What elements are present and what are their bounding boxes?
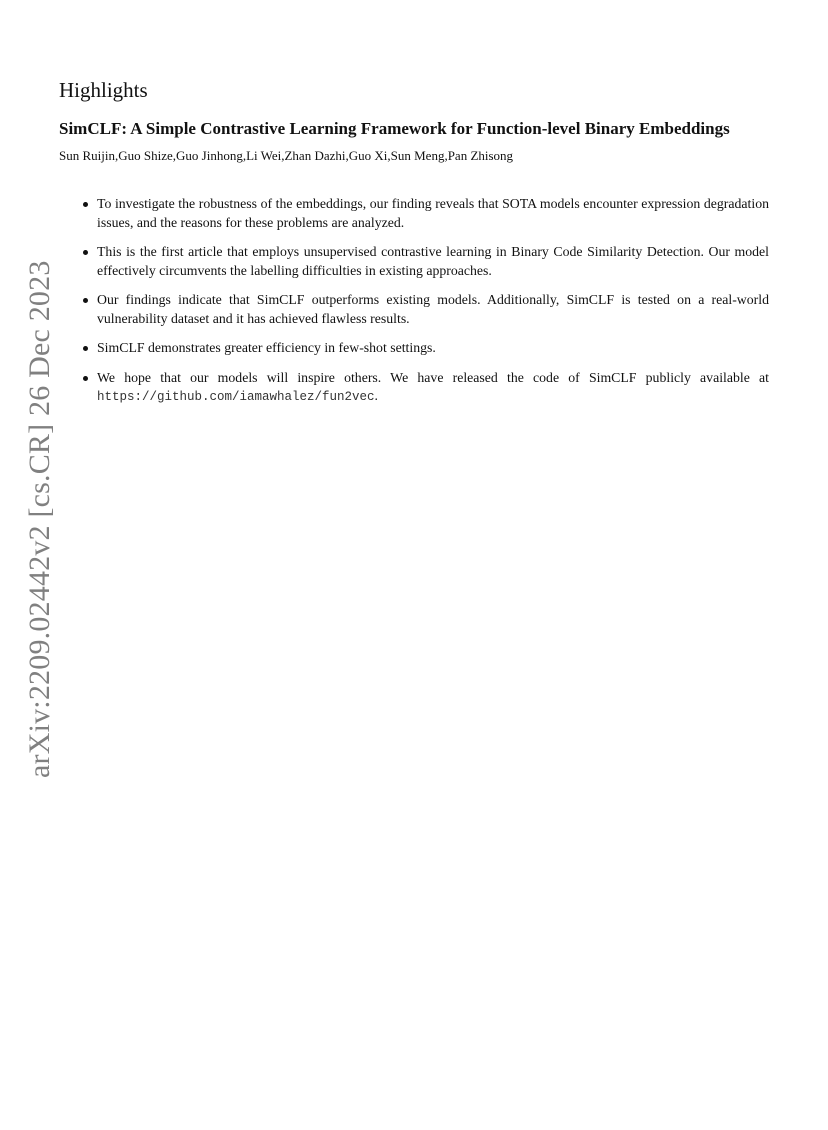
highlight-item — [79, 243, 769, 280]
bullet-icon — [83, 298, 88, 303]
paper-title: SimCLF: A Simple Contrastive Learning Framework for Function-level Binary Embeddings — [59, 119, 730, 138]
author-list: Sun Ruijin,Guo Shize,Guo Jinhong,Li Wei,Zhan Dazhi,Guo Xi,Sun Meng,Pan Zhisong — [59, 148, 514, 163]
highlight-item — [79, 339, 769, 358]
highlight-end-punctuation: . — [374, 388, 378, 403]
bullet-icon — [83, 250, 88, 255]
bullet-icon — [83, 346, 88, 351]
code-repository-link[interactable]: https://github.com/iamawhalez/fun2vec — [97, 390, 375, 404]
highlight-text: We hope that our models will inspire others. We have released the code of SimCLF publicly available at — [97, 369, 769, 385]
highlight-text: This is the first article that employs unsupervised contrastive learning in Binary Code Similarity Detection. Our model effectively circumvents the labelling difficulties in existing approaches. — [97, 244, 769, 278]
highlight-text: To investigate the robustness of the embeddings, our finding reveals that SOTA models encounter expression degradation issues, and the reasons for these problems are analyzed. — [97, 196, 769, 230]
highlight-text: SimCLF demonstrates greater efficiency in few-shot settings. — [97, 340, 436, 355]
highlight-item — [79, 369, 769, 407]
highlight-text: Our findings indicate that SimCLF outperforms existing models. Additionally, SimCLF is tested on a real-world vulnerability dataset and it has achieved flawless results. — [97, 292, 769, 326]
highlights-list — [79, 195, 769, 418]
bullet-icon — [83, 376, 88, 381]
highlight-item — [79, 291, 769, 328]
arxiv-identifier-stamp — [20, 242, 60, 778]
arxiv-identifier-text: arXiv:2209.02442v2 [cs.CR] 26 Dec 2023 — [23, 260, 56, 778]
bullet-icon — [83, 202, 88, 207]
highlights-heading: Highlights — [59, 78, 148, 102]
highlight-item — [79, 195, 769, 232]
